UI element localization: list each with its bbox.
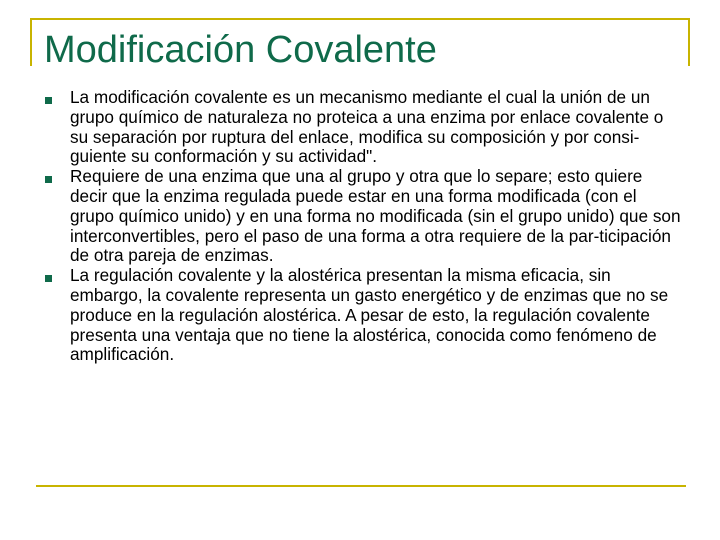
- frame-top-line: [30, 18, 690, 20]
- frame-bottom-line: [36, 485, 686, 487]
- bullet-text: La regulación covalente y la alostérica presentan la misma eficacia, sin embargo, la covalente representa un gasto energético y de enzimas que no se produce en la regulación alostérica. A pesar de esto, la regulación covalente presenta una ventaja que no tiene la alostérica, conocida como fenómeno de amplificación.: [70, 265, 669, 365]
- square-bullet-icon: [45, 176, 52, 183]
- slide-title: Modificación Covalente: [44, 29, 437, 71]
- frame-right-line: [688, 18, 690, 66]
- square-bullet-icon: [45, 275, 52, 282]
- square-bullet-icon: [45, 97, 52, 104]
- bullet-list: [44, 88, 684, 365]
- frame-left-line: [30, 18, 32, 66]
- bullet-item: [44, 266, 684, 365]
- bullet-text: Requiere de una enzima que una al grupo y otra que lo separe; esto quiere decir que la enzima regulada puede estar en una forma modificada (con el grupo químico unido) y en una forma no modificada (sin el grupo unido) que son interconvertibles, pero el paso de una forma a otra requiere de la par-ticipación de otra pareja de enzimas.: [70, 166, 681, 266]
- bullet-text: La modificación covalente es un mecanismo mediante el cual la unión de un grupo químico de naturaleza no proteica a una enzima por enlace covalente o su separación por ruptura del enlace, modifica su composición y por consi-guiente su conformación y su actividad".: [70, 87, 664, 167]
- bullet-item: [44, 167, 684, 266]
- bullet-item: [44, 88, 684, 167]
